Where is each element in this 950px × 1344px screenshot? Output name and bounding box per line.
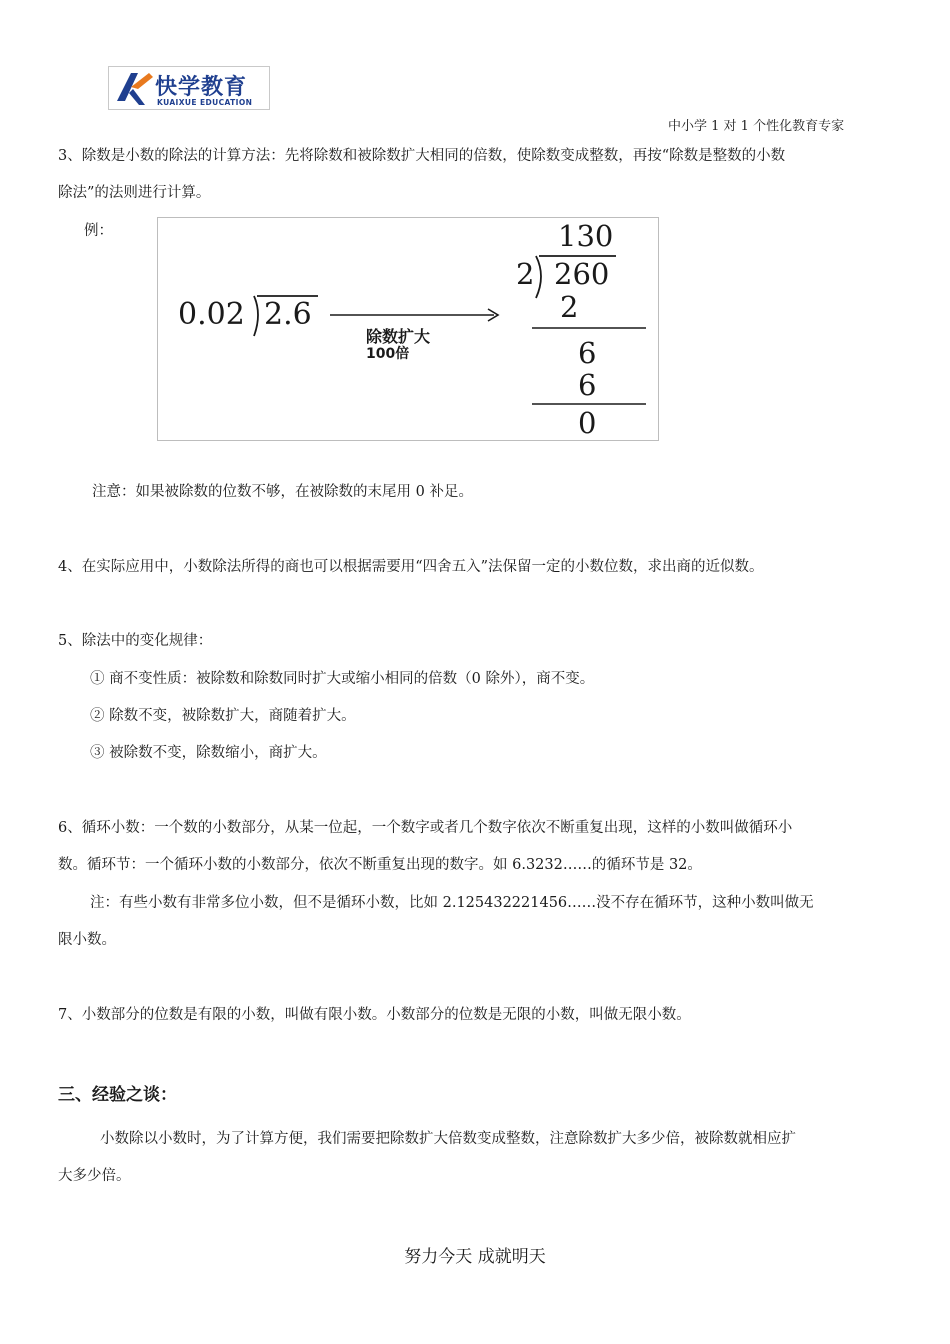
header-tagline: 中小学 1 对 1 个性化教育专家 <box>668 119 845 134</box>
quotient: 130 <box>558 219 614 253</box>
logo-text: 快学教育 <box>155 75 248 100</box>
company-logo <box>108 66 270 110</box>
item6-line2: 数。循环节：一个循环小数的小数部分，依次不断重复出现的数字。如 6.3232……的循环节是 32。 <box>58 857 702 873</box>
footer-motto: 努力今天 成就明天 <box>404 1247 546 1267</box>
remainder: 0 <box>578 406 597 440</box>
arrow-label-line1: 除数扩大 <box>366 327 431 346</box>
note-pad-zero: 注意：如果被除数的位数不够，在被除数的末尾用 0 补足。 <box>92 484 473 500</box>
example-label: 例： <box>84 223 113 239</box>
original-dividend: 2.6 <box>264 297 312 332</box>
item5-title: 5、除法中的变化规律： <box>58 633 213 649</box>
new-dividend: 260 <box>554 257 610 291</box>
subtraction-step3: 6 <box>578 368 597 402</box>
rule-item: ① 商不变性质：被除数和除数同时扩大或缩小相同的倍数（0 除外），商不变。 <box>90 671 595 687</box>
section3-line1: 小数除以小数时，为了计算方便，我们需要把除数扩大倍数变成整数，注意除数扩大多少倍，被除数就相应扩 <box>100 1131 796 1147</box>
item3-line1: 3、除数是小数的除法的计算方法：先将除数和被除数扩大相同的倍数，使除数变成整数，再按“除数是整数的小数 <box>58 148 786 164</box>
division-example-figure <box>157 217 659 441</box>
item4: 4、在实际应用中，小数除法所得的商也可以根据需要用“四舍五入”法保留一定的小数位数，求出商的近似数。 <box>58 559 764 575</box>
division-diagram <box>158 218 658 440</box>
new-divisor: 2 <box>516 257 535 291</box>
item3-line2: 除法”的法则进行计算。 <box>58 185 211 201</box>
item6-line1: 6、循环小数：一个数的小数部分，从某一位起，一个数字或者几个数字依次不断重复出现，这样的小数叫做循环小 <box>58 820 793 836</box>
section3-heading: 三、经验之谈： <box>58 1085 177 1105</box>
item7: 7、小数部分的位数是有限的小数，叫做有限小数。小数部分的位数是无限的小数，叫做无限小数。 <box>58 1007 691 1023</box>
rule-item: ③ 被除数不变，除数缩小，商扩大。 <box>90 745 327 761</box>
arrow-label-line2: 100倍 <box>366 346 410 362</box>
long-division-bracket <box>536 256 541 298</box>
section3-line2: 大多少倍。 <box>58 1168 131 1184</box>
logo-mark-icon <box>111 67 155 109</box>
item6-note-line1: 注：有些小数有非常多位小数，但不是循环小数，比如 2.125432221456……没不存在循环节，这种小数叫做无 <box>90 895 814 911</box>
original-division-bracket <box>254 296 258 336</box>
rule-item: ② 除数不变，被除数扩大，商随着扩大。 <box>90 708 356 724</box>
logo-subtitle: KUAIXUE EDUCATION <box>157 98 253 107</box>
original-divisor: 0.02 <box>178 297 245 332</box>
item6-note-line2: 限小数。 <box>58 932 116 948</box>
subtraction-step1: 2 <box>560 290 579 324</box>
subtraction-step2: 6 <box>578 336 597 370</box>
